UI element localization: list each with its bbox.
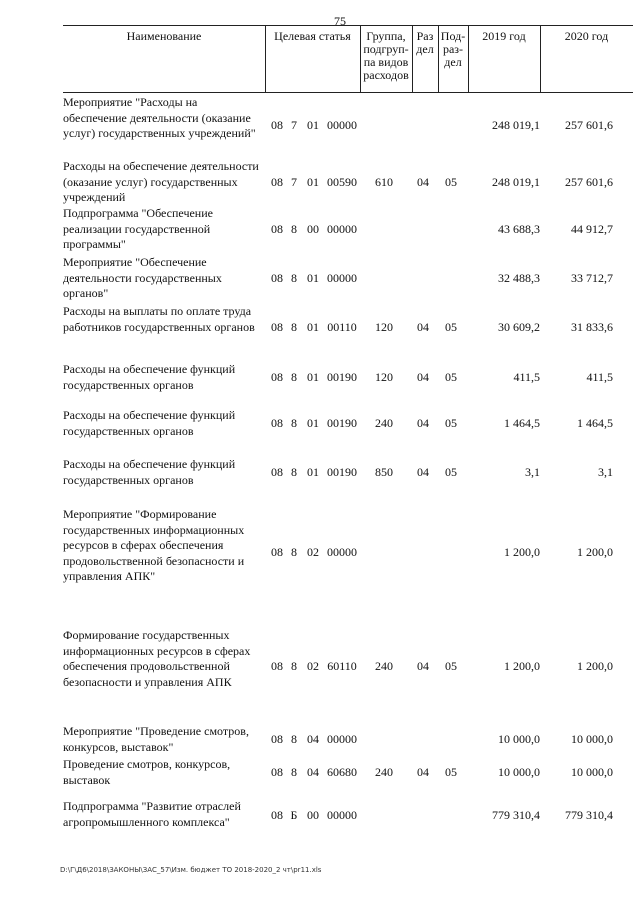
row-amount-2019: 248 019,1 [492, 118, 540, 132]
row-direction: 00000 [327, 732, 357, 746]
row-direction: 00590 [327, 175, 357, 189]
row-amount-2020: 1 200,0 [577, 545, 613, 559]
row-podrazdel: 05 [445, 659, 457, 673]
row-podrazdel: 05 [445, 765, 457, 779]
row-amount-2020: 44 912,7 [571, 222, 613, 236]
row-name: Расходы на обеспечение функций государственных органов [63, 457, 236, 487]
row-main-event: 02 [307, 659, 319, 673]
row-amount-2019: 779 310,4 [492, 808, 540, 822]
row-name: Подпрограмма "Обеспечение реализации государственной программы" [63, 206, 213, 251]
row-program: 08 [271, 659, 283, 673]
row-program: 08 [271, 732, 283, 746]
header-podrazdel-line: раз- [442, 42, 464, 56]
row-name: Расходы на обеспечение функций государственных органов [63, 362, 236, 392]
row-amount-2020: 3,1 [598, 465, 613, 479]
row-direction: 00000 [327, 118, 357, 132]
header-podrazdel-line: дел [444, 55, 462, 69]
header-year-2019: 2019 год [482, 29, 526, 43]
row-amount-2020: 1 464,5 [577, 416, 613, 430]
row-subprogram: 8 [291, 659, 297, 673]
row-direction: 00000 [327, 545, 357, 559]
header-razdel-line: дел [416, 42, 434, 56]
row-name: Проведение смотров, конкурсов, выставок [63, 757, 231, 787]
row-amount-2019: 1 200,0 [504, 545, 540, 559]
row-podrazdel: 05 [445, 465, 457, 479]
row-razdel: 04 [417, 465, 429, 479]
row-program: 08 [271, 808, 283, 822]
row-subprogram: 8 [291, 222, 297, 236]
row-amount-2020: 10 000,0 [571, 765, 613, 779]
row-main-event: 01 [307, 465, 319, 479]
row-amount-2019: 1 200,0 [504, 659, 540, 673]
row-expense-group: 120 [375, 320, 393, 334]
row-podrazdel: 05 [445, 416, 457, 430]
header-group [360, 30, 412, 82]
row-expense-group: 610 [375, 175, 393, 189]
row-expense-group: 120 [375, 370, 393, 384]
row-amount-2019: 30 609,2 [498, 320, 540, 334]
row-razdel: 04 [417, 659, 429, 673]
row-subprogram: 8 [291, 765, 297, 779]
row-main-event: 01 [307, 320, 319, 334]
row-main-event: 01 [307, 370, 319, 384]
row-amount-2019: 43 688,3 [498, 222, 540, 236]
row-program: 08 [271, 271, 283, 285]
row-main-event: 01 [307, 416, 319, 430]
row-amount-2020: 411,5 [586, 370, 613, 384]
row-expense-group: 240 [375, 416, 393, 430]
row-name: Расходы на выплаты по оплате труда работников государственных органов [63, 304, 255, 334]
row-direction: 00190 [327, 370, 357, 384]
row-name: Расходы на обеспечение функций государственных органов [63, 408, 236, 438]
row-amount-2019: 10 000,0 [498, 765, 540, 779]
row-direction: 00190 [327, 416, 357, 430]
row-subprogram: 8 [291, 545, 297, 559]
row-main-event: 01 [307, 271, 319, 285]
row-subprogram: 8 [291, 271, 297, 285]
header-year-2020: 2020 год [564, 29, 609, 43]
row-main-event: 02 [307, 545, 319, 559]
row-direction: 60110 [327, 659, 357, 673]
row-amount-2020: 33 712,7 [571, 271, 613, 285]
header-target: Целевая статья [274, 29, 351, 43]
row-program: 08 [271, 222, 283, 236]
row-name: Мероприятие "Расходы на обеспечение деятельности (оказание услуг) государственных учреждений" [63, 95, 256, 140]
row-program: 08 [271, 545, 283, 559]
header-group-line: Группа, [366, 29, 406, 43]
row-program: 08 [271, 370, 283, 384]
row-amount-2020: 10 000,0 [571, 732, 613, 746]
row-podrazdel: 05 [445, 175, 457, 189]
row-expense-group: 850 [375, 465, 393, 479]
row-main-event: 01 [307, 118, 319, 132]
row-subprogram: 8 [291, 370, 297, 384]
row-main-event: 01 [307, 175, 319, 189]
row-program: 08 [271, 118, 283, 132]
row-main-event: 04 [307, 765, 319, 779]
row-main-event: 00 [307, 222, 319, 236]
header-group-line: расходов [363, 68, 409, 82]
footer-file-path: D:\Г\Д6\2018\ЗАКОНЫ\ЗАС_57\Изм. бюджет ТО 2018-2020_2 чт\pr11.xls [60, 866, 322, 874]
row-expense-group: 240 [375, 765, 393, 779]
row-direction: 00000 [327, 222, 357, 236]
row-main-event: 00 [307, 808, 319, 822]
row-amount-2019: 3,1 [525, 465, 540, 479]
row-expense-group: 240 [375, 659, 393, 673]
row-amount-2019: 411,5 [513, 370, 540, 384]
row-subprogram: 7 [291, 118, 297, 132]
header-podrazdel [438, 30, 468, 69]
row-subprogram: 7 [291, 175, 297, 189]
row-razdel: 04 [417, 765, 429, 779]
row-razdel: 04 [417, 416, 429, 430]
header-razdel [412, 30, 438, 56]
row-direction: 00110 [327, 320, 357, 334]
row-program: 08 [271, 175, 283, 189]
row-razdel: 04 [417, 175, 429, 189]
header-razdel-line: Раз [416, 29, 434, 43]
page-number: 75 [334, 14, 346, 28]
row-amount-2019: 32 488,3 [498, 271, 540, 285]
row-name: Формирование государственных информационных ресурсов в сферах обеспечения продовольственной безопасности и управления АПК [63, 628, 251, 689]
row-razdel: 04 [417, 370, 429, 384]
row-direction: 00000 [327, 808, 357, 822]
header-podrazdel-line: Под- [440, 29, 466, 43]
row-amount-2020: 779 310,4 [565, 808, 613, 822]
row-subprogram: 8 [291, 320, 297, 334]
table-header [63, 25, 633, 93]
row-amount-2019: 248 019,1 [492, 175, 540, 189]
row-amount-2020: 31 833,6 [571, 320, 613, 334]
row-main-event: 04 [307, 732, 319, 746]
row-subprogram: 8 [291, 416, 297, 430]
row-direction: 00190 [327, 465, 357, 479]
row-name: Мероприятие "Формирование государственных информационных ресурсов в сферах обеспечения продовольственной безопасности и управления АПК" [63, 507, 245, 583]
row-amount-2019: 10 000,0 [498, 732, 540, 746]
header-name: Наименование [126, 29, 202, 43]
row-program: 08 [271, 465, 283, 479]
row-amount-2020: 257 601,6 [565, 118, 613, 132]
row-name: Подпрограмма "Развитие отраслей агропромышленного комплекса" [63, 799, 241, 829]
row-amount-2020: 257 601,6 [565, 175, 613, 189]
row-name: Мероприятие "Проведение смотров, конкурсов, выставок" [63, 724, 249, 754]
row-subprogram: 8 [291, 732, 297, 746]
row-amount-2019: 1 464,5 [504, 416, 540, 430]
row-name: Расходы на обеспечение деятельности (оказание услуг) государственных учреждений [63, 159, 259, 204]
row-program: 08 [271, 765, 283, 779]
row-podrazdel: 05 [445, 370, 457, 384]
row-subprogram: Б [290, 808, 298, 822]
row-direction: 00000 [327, 271, 357, 285]
row-subprogram: 8 [291, 465, 297, 479]
row-amount-2020: 1 200,0 [577, 659, 613, 673]
row-razdel: 04 [417, 320, 429, 334]
row-name: Мероприятие "Обеспечение деятельности государственных органов" [63, 255, 222, 300]
row-direction: 60680 [327, 765, 357, 779]
header-group-line: подгруп- [363, 42, 409, 56]
row-podrazdel: 05 [445, 320, 457, 334]
row-program: 08 [271, 320, 283, 334]
header-group-line: па видов [363, 55, 409, 69]
row-program: 08 [271, 416, 283, 430]
